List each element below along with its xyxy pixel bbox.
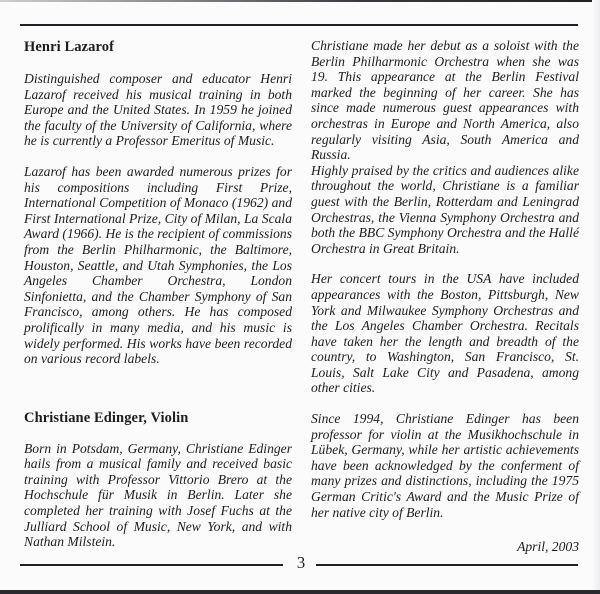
edinger-paragraph-4: Her concert tours in the USA have included appearances with the Boston, Pittsburgh, New York and Milwaukee Symphony Orchestras and the Los Angeles Chamber Orchestra. Recitals have taken her the length and breadth of the country, to Washington, San Francisco, St. Louis, Salt Lake City and Pasadena, among other cities. xyxy=(311,271,579,396)
page-bottom-edge xyxy=(0,590,600,594)
edinger-paragraph-2: Christiane made her debut as a soloist with the Berlin Philharmonic Orchestra when she was 19. This appearance at the Berlin Festival marked the beginning of her career. She has since made numerous guest appearances with orchestras in Europe and North America, also regularly visiting Asia, South America and Russia. xyxy=(311,38,579,163)
top-rule xyxy=(20,24,578,26)
lazarof-paragraph-1: Distinguished composer and educator Henri Lazarof received his musical training in both Europe and the United States. In 1959 he joined the faculty of the University of California, where he is currently a Professor Emeritus of Music. xyxy=(24,71,292,149)
edinger-paragraph-3: Highly praised by the critics and audiences alike throughout the world, Christiane is a familiar guest with the Berlin, Rotterdam and Leningrad Orchestras, the Vienna Symphony Orchestra and both the BBC Symphony Orchestra and the Hallé Orchestra in Great Britain. xyxy=(311,162,579,256)
lazarof-paragraph-2: Lazarof has been awarded numerous prizes for his compositions including First Prize, International Competition of Monaco (1962) and First International Prize, City of Milan, La Scala Award (1966). He is the recipient of commissions from the Berlin Philharmonic, the Baltimore, Houston, Seattle, and Utah Symphonies, the Los Angeles Chamber Orchestra, London Sinfonietta, and the Chamber Symphony of San Francisco, among others. He has composed prolifically in many media, and his music is widely performed. His works have been recorded on various record labels. xyxy=(24,163,292,367)
page-number: 3 xyxy=(296,553,306,572)
date-line: April, 2003 xyxy=(517,539,579,555)
left-column xyxy=(24,38,292,550)
heading-henri-lazarof: Henri Lazarof xyxy=(24,39,115,55)
edinger-paragraph-5: Since 1994, Christiane Edinger has been professor for violin at the Musikhochschule in Lübek, Germany, while her artistic achievements have been acknowledged by the conferment of many prizes and distinctions, including the 1975 German Critic's Award and the Music Prize of her native city of Berlin. xyxy=(311,411,579,520)
edinger-paragraph-1: Born in Potsdam, Germany, Christiane Edinger hails from a musical family and received basic training with Professor Vittorio Brero at the Hochschule für Musik in Berlin. Later she completed her training with Josef Fuchs at the Julliard School of Music, New York, and with Nathan Milstein. xyxy=(24,440,292,550)
right-column xyxy=(311,38,579,555)
bottom-rule-right xyxy=(316,564,578,566)
bottom-rule-left xyxy=(20,564,283,566)
page-right-edge xyxy=(592,0,600,594)
page-top-edge xyxy=(0,0,600,2)
heading-christiane-edinger: Christiane Edinger, Violin xyxy=(24,409,189,426)
